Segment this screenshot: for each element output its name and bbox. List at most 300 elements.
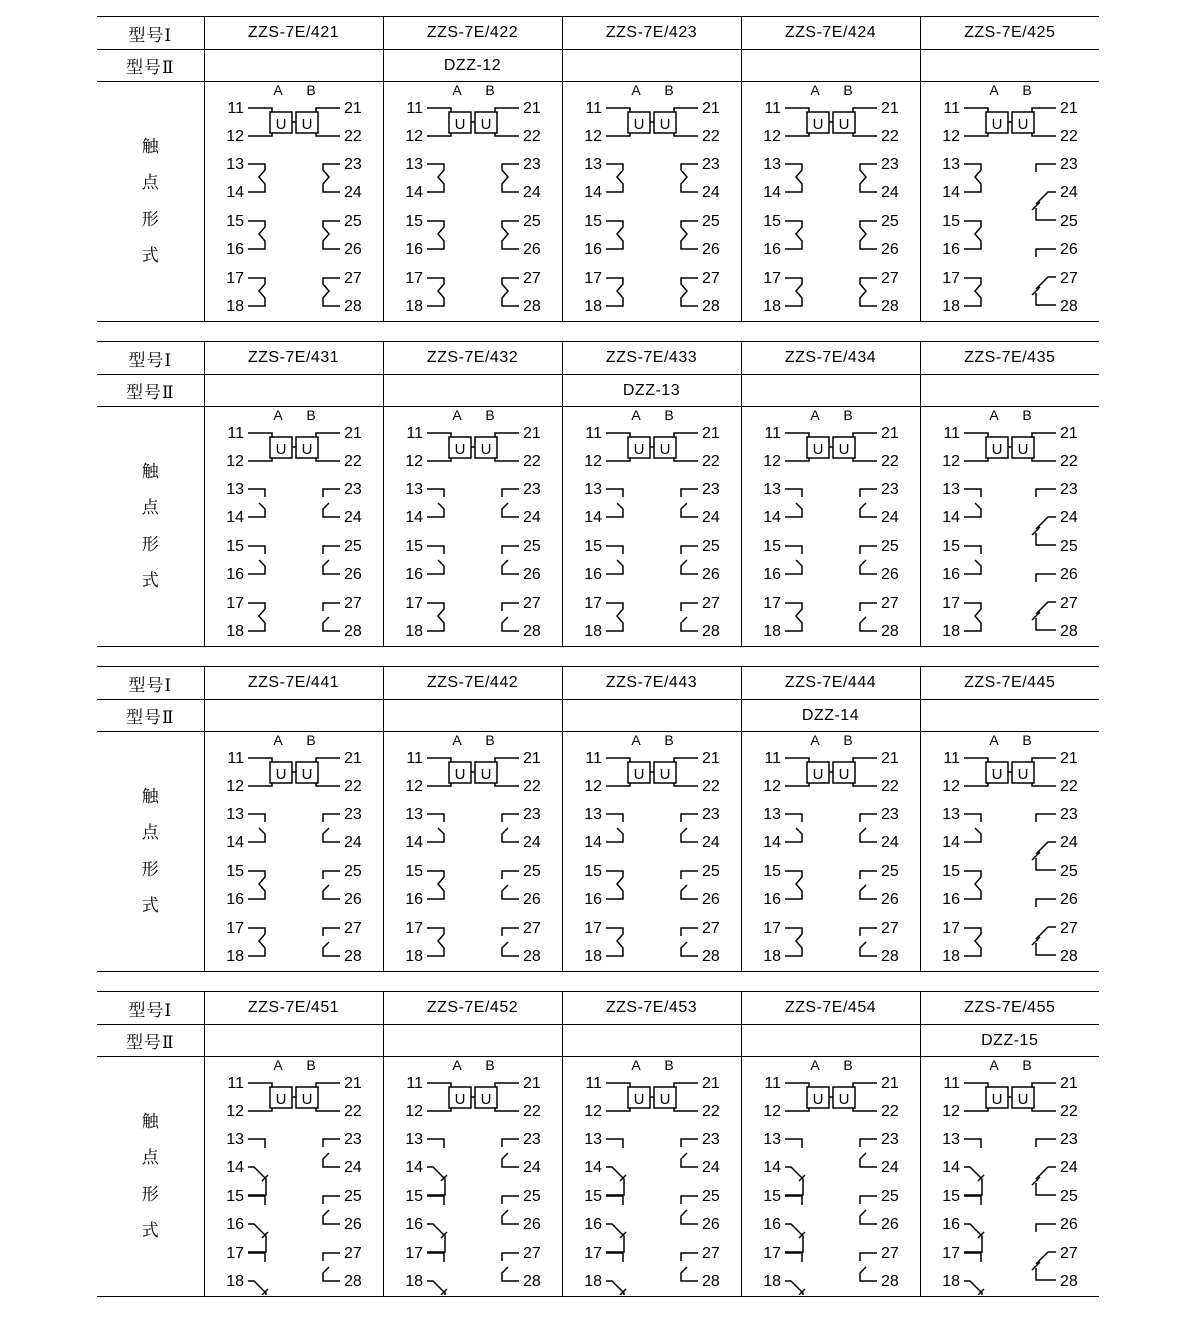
terminal-label-21: 21: [522, 1074, 541, 1092]
terminal-label-11: 11: [943, 99, 960, 117]
terminal-label-17: 17: [583, 269, 602, 287]
coil-symbol-b: U: [301, 1090, 312, 1108]
contact-form-char: 形: [141, 209, 159, 230]
coil-label-a: A: [451, 408, 462, 423]
terminal-label-13: 13: [762, 480, 781, 498]
contact-form-char: 触: [141, 461, 159, 482]
coil-symbol: [785, 758, 877, 786]
model-1-cell: ZZS-7E/425: [920, 17, 1099, 50]
terminal-label-27: 27: [701, 269, 720, 287]
coil-symbol: [964, 108, 1056, 136]
terminal-label-26: 26: [522, 565, 541, 583]
model-1-label: 型号Ⅰ: [97, 667, 204, 700]
terminal-label-26: 26: [1059, 565, 1078, 583]
coil-symbol: [964, 1083, 1056, 1111]
terminal-label-28: 28: [522, 947, 541, 965]
terminal-label-28: 28: [1059, 947, 1078, 965]
terminal-label-27: 27: [880, 594, 899, 612]
terminal-label-26: 26: [880, 890, 899, 908]
terminal-label-21: 21: [522, 99, 541, 117]
model-table: [97, 991, 1099, 1297]
terminal-label-21: 21: [343, 99, 362, 117]
terminal-label-18: 18: [762, 622, 781, 640]
terminal-label-16: 16: [941, 565, 960, 583]
model-1-cell: ZZS-7E/444: [741, 667, 920, 700]
terminal-label-22: 22: [701, 452, 720, 470]
terminal-label-16: 16: [762, 240, 781, 258]
terminal-label-27: 27: [343, 594, 362, 612]
contact-diagram-cell: [383, 732, 562, 972]
terminal-label-18: 18: [941, 622, 960, 640]
coil-label-b: B: [1022, 1058, 1032, 1073]
terminal-label-26: 26: [1059, 240, 1078, 258]
terminal-label-11: 11: [405, 99, 423, 117]
coil-label-a: A: [989, 1058, 999, 1073]
terminal-label-17: 17: [225, 919, 244, 937]
model-2-cell: DZZ-14: [741, 700, 920, 732]
terminal-label-16: 16: [583, 1215, 602, 1233]
coil-label-b: B: [842, 408, 853, 423]
terminal-label-14: 14: [941, 833, 960, 851]
terminal-label-25: 25: [1059, 1187, 1078, 1205]
model-2-cell: DZZ-12: [383, 50, 562, 82]
terminal-label-27: 27: [522, 919, 541, 937]
coil-symbol-a: U: [633, 115, 644, 133]
terminal-label-23: 23: [522, 1130, 541, 1148]
terminal-label-17: 17: [762, 919, 781, 937]
coil-label-a: A: [809, 83, 820, 98]
terminal-label-13: 13: [225, 155, 244, 173]
terminal-label-25: 25: [343, 1187, 362, 1205]
coil-symbol-a: U: [275, 765, 286, 783]
terminal-label-22: 22: [343, 127, 362, 145]
model-1-label: 型号Ⅰ: [97, 992, 204, 1025]
terminal-label-15: 15: [583, 1187, 602, 1205]
left-contacts: [248, 489, 265, 631]
coil-label-a: A: [272, 408, 283, 423]
terminal-label-28: 28: [701, 622, 720, 640]
coil-symbol-b: U: [480, 765, 491, 783]
terminal-label-24: 24: [701, 183, 720, 201]
terminal-label-12: 12: [404, 777, 423, 795]
right-contacts: [860, 814, 877, 956]
terminal-label-24: 24: [343, 183, 362, 201]
contact-form-char: 式: [141, 896, 159, 916]
terminal-label-25: 25: [343, 212, 362, 230]
terminal-label-26: 26: [880, 240, 899, 258]
contact-diagram: [924, 734, 1096, 970]
contact-diagram-cell: [920, 732, 1099, 972]
terminal-label-15: 15: [583, 212, 602, 230]
contact-diagram: [566, 734, 738, 970]
terminal-label-14: 14: [762, 183, 781, 201]
terminal-label-11: 11: [763, 749, 781, 767]
terminal-label-17: 17: [225, 594, 244, 612]
terminal-label-14: 14: [941, 1158, 960, 1176]
terminal-label-25: 25: [522, 1187, 541, 1205]
model-2-label: 型号Ⅱ: [97, 375, 204, 407]
terminal-label-11: 11: [943, 749, 960, 767]
terminal-label-23: 23: [1059, 480, 1078, 498]
model-table: [97, 16, 1099, 322]
coil-symbol-a: U: [454, 765, 465, 783]
coil-symbol-a: U: [454, 115, 465, 133]
contact-diagram: [566, 84, 738, 320]
terminal-label-22: 22: [1059, 777, 1078, 795]
left-contacts: [785, 814, 802, 956]
terminal-label-26: 26: [880, 565, 899, 583]
terminal-label-21: 21: [701, 749, 720, 767]
terminal-label-23: 23: [343, 1130, 362, 1148]
terminal-label-28: 28: [701, 297, 720, 315]
coil-symbol-a: U: [812, 115, 823, 133]
terminal-label-16: 16: [404, 1215, 423, 1233]
terminal-label-15: 15: [941, 537, 960, 555]
terminal-label-14: 14: [762, 833, 781, 851]
contact-form-char: 触: [141, 786, 159, 807]
left-contacts: [427, 814, 444, 956]
right-contacts: [1032, 814, 1056, 955]
terminal-label-18: 18: [225, 297, 244, 315]
model-1-cell: ZZS-7E/422: [383, 17, 562, 50]
terminal-label-14: 14: [404, 833, 423, 851]
terminal-label-11: 11: [405, 424, 423, 442]
coil-label-a: A: [451, 1058, 462, 1073]
right-contacts: [860, 164, 877, 306]
terminal-label-26: 26: [522, 890, 541, 908]
terminal-label-21: 21: [1059, 99, 1078, 117]
model-1-cell: ZZS-7E/452: [383, 992, 562, 1025]
terminal-label-22: 22: [522, 452, 541, 470]
left-contacts: [785, 164, 802, 306]
terminal-label-14: 14: [762, 1158, 781, 1176]
coil-symbol: [606, 108, 698, 136]
terminal-label-11: 11: [584, 99, 602, 117]
terminal-label-13: 13: [762, 155, 781, 173]
terminal-label-11: 11: [763, 1074, 781, 1092]
left-contacts: [248, 1139, 268, 1295]
terminal-label-25: 25: [880, 212, 899, 230]
terminal-label-21: 21: [701, 424, 720, 442]
model-1-label: 型号Ⅰ: [97, 17, 204, 50]
terminal-label-27: 27: [522, 269, 541, 287]
terminal-label-18: 18: [583, 947, 602, 965]
model-2-empty-cell: [204, 1025, 383, 1057]
left-contacts: [964, 164, 981, 306]
contact-diagram: [566, 409, 738, 645]
coil-symbol-b: U: [659, 1090, 670, 1108]
coil-symbol-b: U: [480, 1090, 491, 1108]
coil-symbol-a: U: [275, 1090, 286, 1108]
terminal-label-17: 17: [583, 1244, 602, 1262]
terminal-label-15: 15: [404, 212, 423, 230]
right-contacts: [502, 1139, 519, 1281]
terminal-label-23: 23: [1059, 805, 1078, 823]
coil-label-b: B: [663, 83, 674, 98]
coil-symbol: [785, 108, 877, 136]
model-2-empty-cell: [383, 375, 562, 407]
terminal-label-28: 28: [880, 622, 899, 640]
right-contacts: [860, 489, 877, 631]
terminal-label-13: 13: [941, 805, 960, 823]
contact-diagram: [745, 84, 917, 320]
coil-symbol: [427, 758, 519, 786]
terminal-label-22: 22: [1059, 127, 1078, 145]
terminal-label-11: 11: [763, 424, 781, 442]
terminal-label-26: 26: [343, 565, 362, 583]
terminal-label-18: 18: [583, 1272, 602, 1290]
terminal-label-23: 23: [343, 155, 362, 173]
terminal-label-16: 16: [941, 1215, 960, 1233]
terminal-label-15: 15: [225, 212, 244, 230]
terminal-label-11: 11: [943, 424, 960, 442]
coil-label-a: A: [272, 83, 283, 98]
terminal-label-18: 18: [941, 947, 960, 965]
coil-symbol-a: U: [275, 115, 286, 133]
terminal-label-26: 26: [701, 240, 720, 258]
terminal-label-17: 17: [404, 594, 423, 612]
terminal-label-22: 22: [701, 777, 720, 795]
model-1-cell: ZZS-7E/451: [204, 992, 383, 1025]
contact-diagram-cell: [920, 82, 1099, 322]
model-2-label: 型号Ⅱ: [97, 50, 204, 82]
terminal-label-12: 12: [583, 452, 602, 470]
terminal-label-26: 26: [701, 890, 720, 908]
terminal-label-18: 18: [762, 297, 781, 315]
terminal-label-27: 27: [522, 594, 541, 612]
terminal-label-11: 11: [943, 1074, 960, 1092]
terminal-label-16: 16: [762, 565, 781, 583]
terminal-label-13: 13: [404, 480, 423, 498]
model-2-empty-cell: [920, 700, 1099, 732]
terminal-label-18: 18: [404, 297, 423, 315]
coil-label-a: A: [989, 83, 999, 98]
terminal-label-28: 28: [1059, 1272, 1078, 1290]
terminal-label-14: 14: [762, 508, 781, 526]
coil-label-a: A: [809, 408, 820, 423]
model-1-cell: ZZS-7E/432: [383, 342, 562, 375]
terminal-label-26: 26: [343, 1215, 362, 1233]
terminal-label-26: 26: [343, 890, 362, 908]
contact-form-label: [97, 407, 204, 647]
terminal-label-23: 23: [343, 480, 362, 498]
terminal-label-11: 11: [763, 99, 781, 117]
terminal-label-17: 17: [762, 594, 781, 612]
right-contacts: [323, 814, 340, 956]
contact-form-char: 形: [141, 534, 159, 555]
model-1-cell: ZZS-7E/435: [920, 342, 1099, 375]
terminal-label-12: 12: [225, 777, 244, 795]
terminal-label-27: 27: [1059, 594, 1078, 612]
model-2-empty-cell: [741, 1025, 920, 1057]
left-contacts: [606, 1139, 626, 1295]
terminal-label-22: 22: [880, 127, 899, 145]
contact-form-label: [97, 1057, 204, 1297]
coil-label-b: B: [1022, 408, 1032, 423]
contact-diagram-cell: [562, 407, 741, 647]
terminal-label-14: 14: [583, 508, 602, 526]
terminal-label-13: 13: [583, 480, 602, 498]
left-contacts: [785, 1139, 805, 1295]
terminal-label-23: 23: [1059, 155, 1078, 173]
coil-label-a: A: [989, 733, 999, 748]
terminal-label-21: 21: [701, 99, 720, 117]
terminal-label-12: 12: [404, 452, 423, 470]
left-contacts: [248, 164, 265, 306]
coil-symbol: [248, 108, 340, 136]
model-2-empty-cell: [741, 375, 920, 407]
terminal-label-18: 18: [404, 947, 423, 965]
terminal-label-12: 12: [225, 127, 244, 145]
terminal-label-23: 23: [880, 1130, 899, 1148]
terminal-label-24: 24: [522, 508, 541, 526]
coil-symbol-a: U: [633, 765, 644, 783]
model-2-label: 型号Ⅱ: [97, 1025, 204, 1057]
contact-diagram: [566, 1059, 738, 1295]
coil-symbol-b: U: [659, 115, 670, 133]
terminal-label-28: 28: [701, 947, 720, 965]
model-2-cell: DZZ-15: [920, 1025, 1099, 1057]
model-2-cell: DZZ-13: [562, 375, 741, 407]
contact-diagram-cell: [920, 407, 1099, 647]
coil-label-b: B: [484, 83, 495, 98]
terminal-label-27: 27: [701, 919, 720, 937]
contact-diagram: [924, 1059, 1096, 1295]
terminal-label-24: 24: [1059, 833, 1078, 851]
terminal-label-16: 16: [762, 890, 781, 908]
terminal-label-25: 25: [1059, 862, 1078, 880]
terminal-label-15: 15: [583, 537, 602, 555]
terminal-label-26: 26: [522, 1215, 541, 1233]
terminal-label-17: 17: [941, 269, 960, 287]
coil-label-a: A: [451, 733, 462, 748]
terminal-label-18: 18: [941, 1272, 960, 1290]
coil-symbol-a: U: [454, 440, 465, 458]
terminal-label-13: 13: [583, 1130, 602, 1148]
coil-label-b: B: [305, 1058, 316, 1073]
terminal-label-16: 16: [941, 240, 960, 258]
coil-label-a: A: [989, 408, 999, 423]
model-1-cell: ZZS-7E/455: [920, 992, 1099, 1025]
terminal-label-28: 28: [522, 622, 541, 640]
contact-diagram: [387, 409, 559, 645]
terminal-label-14: 14: [225, 1158, 244, 1176]
coil-symbol-b: U: [838, 1090, 849, 1108]
coil-label-b: B: [484, 408, 495, 423]
model-2-empty-cell: [562, 1025, 741, 1057]
coil-label-a: A: [630, 83, 641, 98]
contact-diagram: [208, 409, 380, 645]
terminal-label-25: 25: [701, 862, 720, 880]
coil-label-a: A: [809, 733, 820, 748]
model-1-cell: ZZS-7E/441: [204, 667, 383, 700]
terminal-label-21: 21: [1059, 1074, 1078, 1092]
model-2-empty-cell: [741, 50, 920, 82]
model-1-cell: ZZS-7E/431: [204, 342, 383, 375]
contact-form-char: 点: [141, 173, 159, 193]
coil-label-b: B: [663, 1058, 674, 1073]
terminal-label-21: 21: [880, 1074, 899, 1092]
coil-label-b: B: [1022, 83, 1032, 98]
terminal-label-22: 22: [880, 777, 899, 795]
terminal-label-23: 23: [701, 1130, 720, 1148]
contact-diagram-cell: [204, 732, 383, 972]
terminal-label-13: 13: [404, 1130, 423, 1148]
terminal-label-14: 14: [225, 833, 244, 851]
model-1-cell: ZZS-7E/423: [562, 17, 741, 50]
terminal-label-18: 18: [404, 1272, 423, 1290]
right-contacts: [502, 489, 519, 631]
terminal-label-22: 22: [343, 777, 362, 795]
coil-symbol: [248, 758, 340, 786]
terminal-label-24: 24: [701, 1158, 720, 1176]
left-contacts: [964, 489, 981, 631]
model-1-cell: ZZS-7E/453: [562, 992, 741, 1025]
contact-diagram: [924, 409, 1096, 645]
contact-diagram: [387, 1059, 559, 1295]
contact-diagram-cell: [741, 732, 920, 972]
terminal-label-17: 17: [762, 1244, 781, 1262]
terminal-label-13: 13: [404, 805, 423, 823]
terminal-label-25: 25: [880, 1187, 899, 1205]
terminal-label-26: 26: [1059, 890, 1078, 908]
terminal-label-17: 17: [404, 269, 423, 287]
coil-symbol-a: U: [812, 765, 823, 783]
coil-symbol-a: U: [454, 1090, 465, 1108]
terminal-label-21: 21: [343, 749, 362, 767]
contact-diagram-cell: [741, 1057, 920, 1297]
terminal-label-18: 18: [583, 622, 602, 640]
contact-form-char: 触: [141, 1111, 159, 1132]
terminal-label-28: 28: [343, 622, 362, 640]
terminal-label-18: 18: [225, 947, 244, 965]
terminal-label-17: 17: [404, 919, 423, 937]
terminal-label-26: 26: [522, 240, 541, 258]
terminal-label-12: 12: [404, 1102, 423, 1120]
coil-symbol-b: U: [659, 440, 670, 458]
right-contacts: [1032, 489, 1056, 630]
coil-symbol-b: U: [1017, 115, 1029, 133]
terminal-label-25: 25: [880, 537, 899, 555]
terminal-label-18: 18: [762, 1272, 781, 1290]
terminal-label-23: 23: [880, 805, 899, 823]
model-2-empty-cell: [920, 50, 1099, 82]
terminal-label-27: 27: [701, 594, 720, 612]
terminal-label-27: 27: [1059, 1244, 1078, 1262]
terminal-label-11: 11: [584, 1074, 602, 1092]
model-2-empty-cell: [204, 375, 383, 407]
coil-label-b: B: [1022, 733, 1032, 748]
terminal-label-28: 28: [522, 1272, 541, 1290]
contact-diagram: [387, 84, 559, 320]
coil-symbol: [248, 1083, 340, 1111]
coil-label-b: B: [305, 83, 316, 98]
terminal-label-26: 26: [343, 240, 362, 258]
terminal-label-28: 28: [343, 1272, 362, 1290]
terminal-label-26: 26: [880, 1215, 899, 1233]
terminal-label-11: 11: [226, 99, 244, 117]
left-contacts: [427, 164, 444, 306]
terminal-label-12: 12: [583, 127, 602, 145]
terminal-label-28: 28: [1059, 297, 1078, 315]
terminal-label-14: 14: [404, 508, 423, 526]
coil-label-b: B: [663, 733, 674, 748]
terminal-label-27: 27: [1059, 919, 1078, 937]
model-2-empty-cell: [204, 50, 383, 82]
terminal-label-24: 24: [1059, 1158, 1078, 1176]
terminal-label-12: 12: [762, 777, 781, 795]
terminal-label-25: 25: [522, 212, 541, 230]
